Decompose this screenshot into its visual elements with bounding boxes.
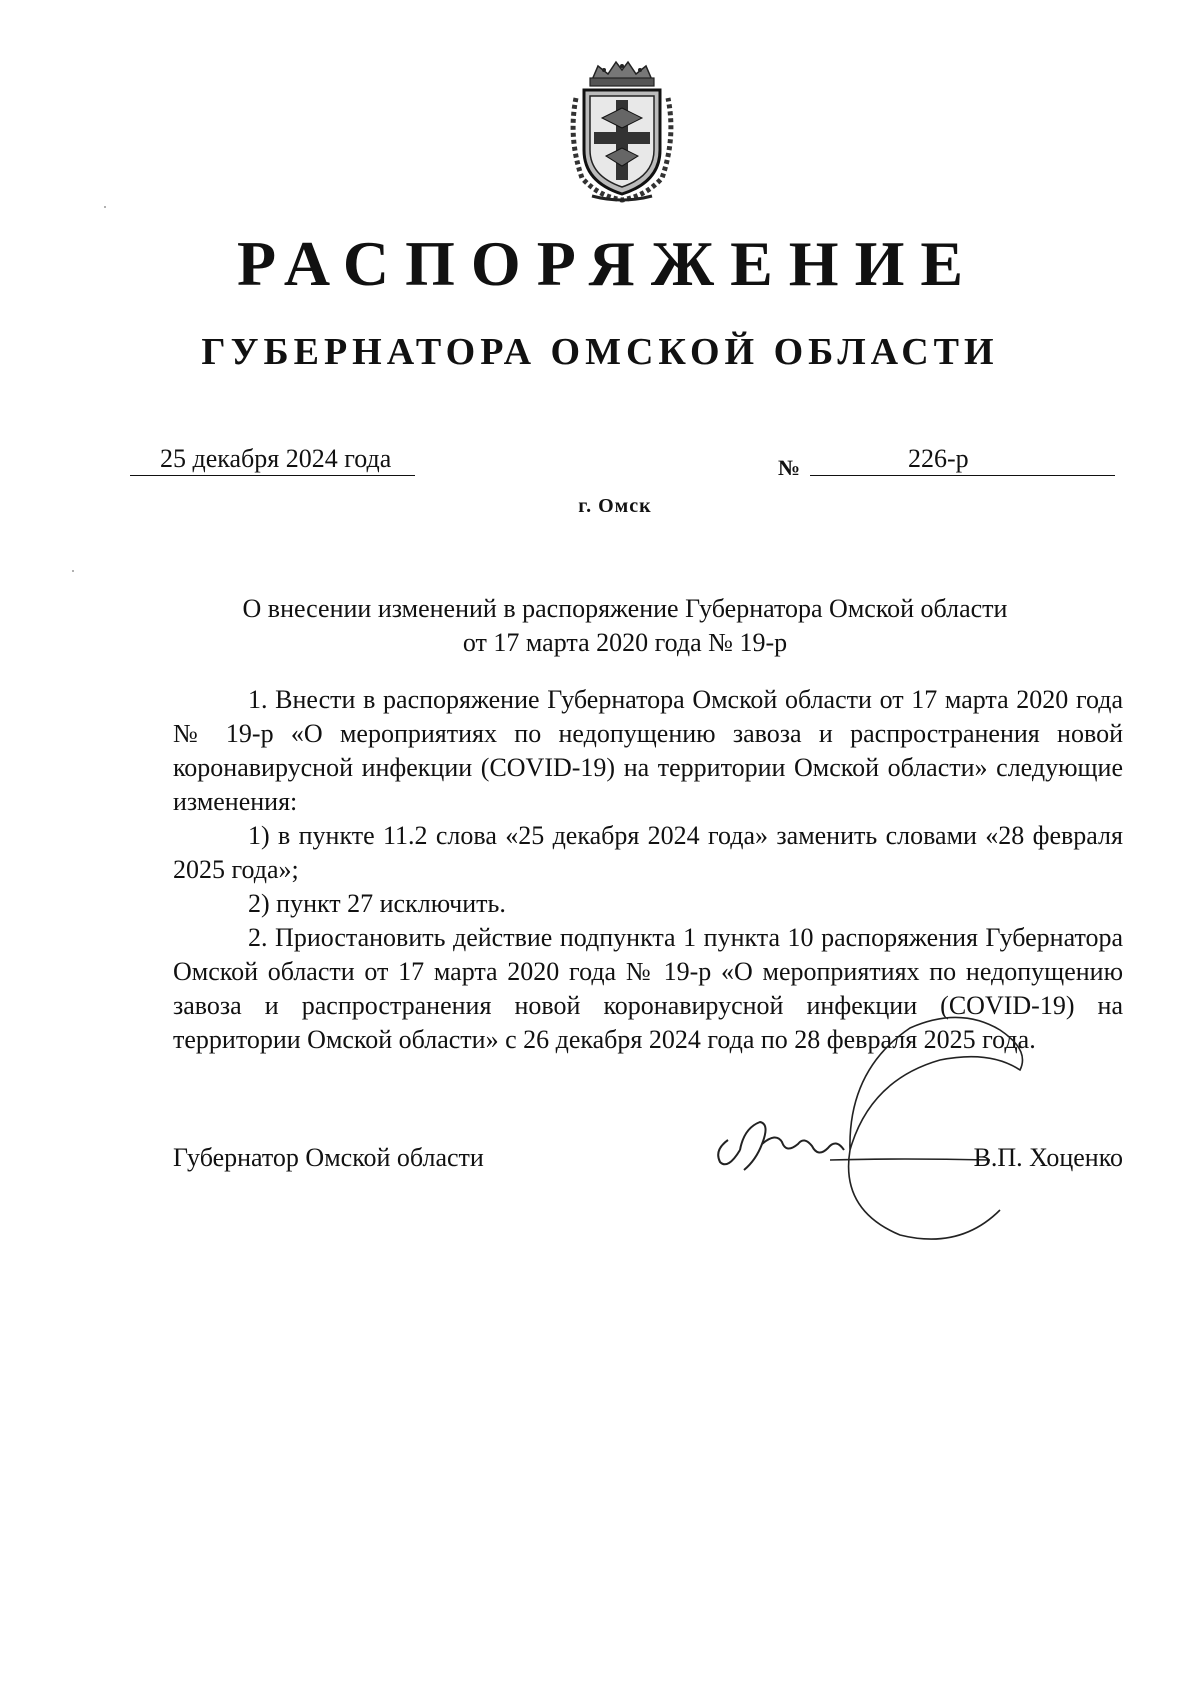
issuer-title: ГУБЕРНАТОРА ОМСКОЙ ОБЛАСТИ (201, 331, 999, 373)
document-type-title: РАСПОРЯЖЕНИЕ (236, 228, 980, 299)
subject-line-2: от 17 марта 2020 года № 19-р (462, 628, 788, 657)
document-body (173, 683, 1123, 1057)
body-paragraph-3: 2) пункт 27 исключить. (248, 889, 506, 918)
document-date: 25 декабря 2024 года (130, 443, 415, 476)
subject-line-1: О внесении изменений в распоряжение Губернатора Омской области (242, 594, 1008, 623)
number-label: № (778, 455, 801, 480)
document-city: г. Омск (578, 495, 652, 517)
document-number: 226-р (810, 443, 1115, 476)
body-paragraph-2: 1) в пункте 11.2 слова «25 декабря 2024 года» заменить словами «28 февраля 2025 года»; (173, 821, 1123, 884)
body-paragraph-4: 2. Приостановить действие подпункта 1 пункта 10 распоряжения Губернатора Омской области от 17 марта 2020 года № 19-р «О мероприятиях по недопущению завоза и распространения новой коронавирусной инфекции (COVID-19) на территории Омской области» с 26 декабря 2024 года по 28 февраля 2025 года. (173, 923, 1123, 1054)
scan-speck (72, 570, 74, 572)
signatory-position: Губернатор Омской области (173, 1143, 484, 1172)
handwritten-signature-icon (700, 1010, 1100, 1250)
coat-of-arms-icon (562, 58, 682, 203)
body-paragraph-1: 1. Внести в распоряжение Губернатора Омской области от 17 марта 2020 года № 19-р «О мероприятиях по недопущению завоза и распространения новой коронавирусной инфекции (COVID-19) на территории Омской области» следующие изменения: (173, 685, 1123, 816)
scan-speck (104, 206, 106, 208)
signatory-name: В.П. Хоценко (973, 1143, 1123, 1172)
document-subject (0, 592, 1200, 660)
